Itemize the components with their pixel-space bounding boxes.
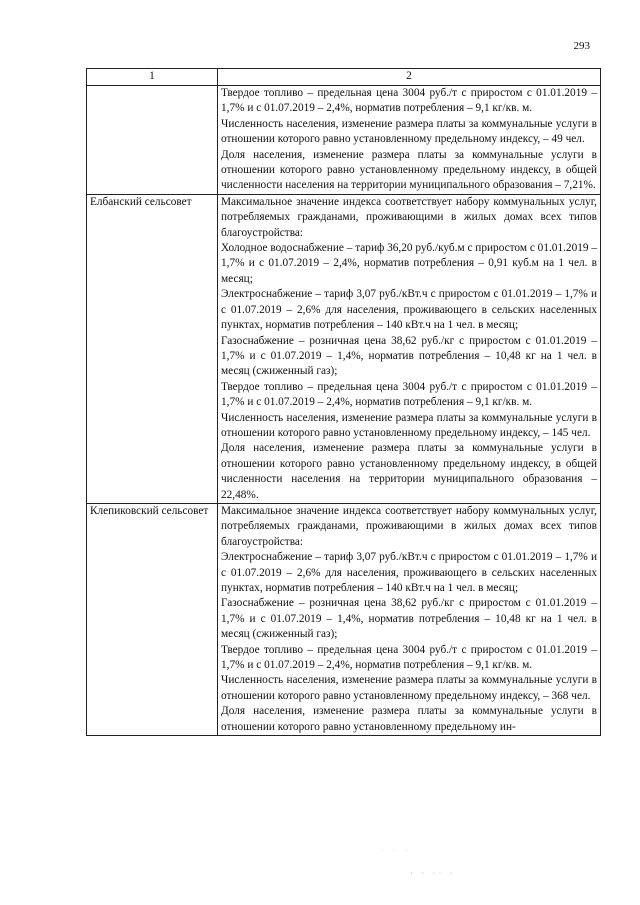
- tariff-paragraph: Твердое топливо – предельная цена 3004 руб./т с приростом с 01.01.2019 – 1,7% и с 01.07.2019 – 2,4%, норматив потребления – 9,1 кг/кв. м.: [221, 380, 597, 409]
- scan-artifact: · · ·· ·: [410, 868, 456, 878]
- tariff-paragraph: Твердое топливо – предельная цена 3004 руб./т с приростом с 01.01.2019 – 1,7% и с 01.07.2019 – 2,4%, норматив потребления – 9,1 кг/кв. м.: [221, 643, 597, 672]
- table-body: [87, 86, 601, 736]
- tariff-description: [218, 194, 601, 503]
- tariff-paragraph: Численность населения, изменение размера платы за коммунальные услуги в отношении которого равно установленному предельному индексу, – 145 чел.: [221, 411, 597, 439]
- column-header: 1: [87, 69, 218, 86]
- table-header-row: [87, 69, 601, 86]
- tariff-paragraph: Электроснабжение – тариф 3,07 руб./кВт.ч с приростом с 01.01.2019 – 1,7% и с 01.07.2019 – 2,6% для населения, проживающего в сельских населенных пунктах, норматив потребления – 140 кВт.ч на 1 чел. в месяц;: [221, 551, 597, 594]
- tariff-table: [86, 68, 601, 736]
- table-row: [87, 194, 601, 503]
- scan-artifact: · · ·: [380, 846, 412, 855]
- tariff-paragraph: Твердое топливо – предельная цена 3004 руб./т с приростом с 01.01.2019 – 1,7% и с 01.07.2019 – 2,4%, норматив потребления – 9,1 кг/кв. м.: [221, 87, 597, 115]
- tariff-paragraph: Доля населения, изменение размера платы за коммунальные услуги в отношении которого равно установленному предельному индексу, в общей численности населения на территории муниципального образования – 7,21%.: [221, 148, 597, 192]
- tariff-paragraph: Газоснабжение – розничная цена 38,62 руб./кг с приростом с 01.01.2019 – 1,7% и с 01.07.2019 – 1,4%, норматив потребления – 10,48 кг на 1 чел. в месяц (сжиженный газ);: [221, 597, 597, 641]
- tariff-paragraph: Газоснабжение – розничная цена 38,62 руб./кг с приростом с 01.01.2019 – 1,7% и с 01.07.2019 – 1,4%, норматив потребления – 10,48 кг на 1 чел. в месяц (сжиженный газ);: [221, 334, 597, 378]
- table-row: [87, 86, 601, 195]
- page-number: 293: [573, 40, 590, 52]
- tariff-paragraph: Численность населения, изменение размера платы за коммунальные услуги в отношении которого равно установленному предельному индексу, – 368 чел.: [221, 674, 597, 702]
- tariff-paragraph: Численность населения, изменение размера платы за коммунальные услуги в отношении которого равно установленному предельному индексу, – 49 чел.: [221, 117, 597, 146]
- table-row: [87, 503, 601, 735]
- column-header: 2: [218, 69, 601, 86]
- tariff-description: [218, 86, 601, 195]
- municipality-name: Елбанский сельсовет: [87, 194, 218, 503]
- tariff-paragraph: Доля населения, изменение размера платы за коммунальные услуги в отношении которого равно установленному предельному ин-: [221, 705, 597, 733]
- municipality-name: [87, 86, 218, 195]
- tariff-paragraph: Максимальное значение индекса соответствует набору коммунальных услуг, потребляемых гражданами, проживающими в жилых домах всех типов благоустройства:: [221, 195, 597, 239]
- tariff-paragraph: Доля населения, изменение размера платы за коммунальные услуги в отношении которого равно установленному предельному индексу, в общей численности населения на территории муниципального образования – 22,48%.: [221, 442, 597, 501]
- tariff-paragraph: Максимальное значение индекса соответствует набору коммунальных услуг, потребляемых гражданами, проживающими в жилых домах всех типов благоустройства:: [221, 504, 597, 548]
- tariff-paragraph: Электроснабжение – тариф 3,07 руб./кВт.ч с приростом с 01.01.2019 – 1,7% и с 01.07.2019 – 2,6% для населения, проживающего в сельских населенных пунктах, норматив потребления – 140 кВт.ч на 1 чел. в месяц;: [221, 288, 597, 332]
- tariff-description: [218, 503, 601, 735]
- tariff-paragraph: Холодное водоснабжение – тариф 36,20 руб./куб.м с приростом с 01.01.2019 – 1,7% и с 01.07.2019 – 2,4%, норматив потребления – 0,91 куб.м на 1 чел. в месяц;: [221, 242, 597, 285]
- municipality-name: Клепиковский сельсовет: [87, 503, 218, 735]
